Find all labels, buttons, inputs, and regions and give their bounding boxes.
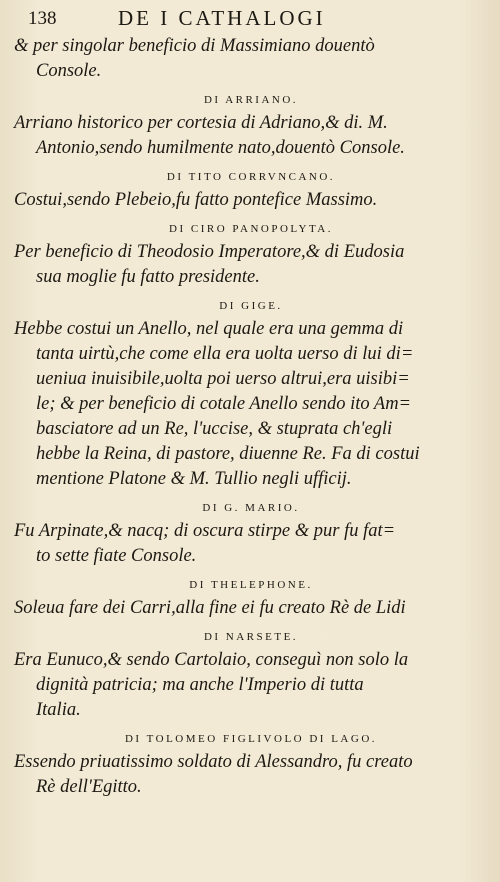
text-line: mentione Platone & M. Tullio negli ufficij. [36,469,352,489]
entry-heading: DI TITO CORRVNCANO. [166,171,336,183]
entry-heading: DI NARSETE. [203,631,299,643]
text-line: le; & per beneficio di cotale Anello sendo ito Am= [36,394,412,414]
text-line: Italia. [36,700,81,720]
entry-ciro-panopolyta [14,222,488,290]
text-line: tanta uirtù,che come ella era uolta uerso di lui di= [36,344,414,364]
text-line: Soleua fare dei Carri,alla fine ei fu creato Rè de Lidi [14,598,406,618]
text-line: Rè dell'Egitto. [36,777,142,797]
text-line: Era Eunuco,& sendo Cartolaio, conseguì non solo la [14,650,409,670]
text-line: Arriano historico per cortesia di Adriano,& di. M. [14,113,388,133]
entry-thelephone [14,578,488,621]
text-line: Per beneficio di Theodosio Imperatore,& di Eudosia [14,242,405,262]
entry-heading: DI TOLOMEO FIGLIVOLO DI LAGO. [124,733,378,745]
text-line: dignità patricia; ma anche l'Imperio di tutta [36,675,364,695]
text-line: sua moglie fu fatto presidente. [36,267,260,287]
text-line: ueniua inuisibile,uolta poi uerso altrui,era uisibi= [36,369,410,389]
entry-narsete [14,630,488,723]
page-header [28,6,480,32]
entry-g-mario [14,501,488,569]
text-line: Fu Arpinate,& nacq; di oscura stirpe & pur fu fat= [14,521,396,541]
entry-heading: DI CIRO PANOPOLYTA. [169,223,333,235]
text-line: hebbe la Reina, di pastore, diuenne Re. Fa di costui [36,444,420,464]
intro-paragraph [14,34,488,84]
entry-tolomeo [14,732,488,800]
entry-arriano [14,93,488,161]
entry-heading: DI ARRIANO. [203,94,299,106]
text-line: Hebbe costui un Anello, nel quale era una gemma di [14,319,404,339]
entry-heading: DI GIGE. [219,300,283,312]
text-line: to sette fiate Console. [36,546,197,566]
page-number: 138 [28,8,57,29]
entry-heading: DI THELEPHONE. [189,579,313,591]
entry-heading: DI G. MARIO. [202,502,300,514]
text-line: & per singolar beneficio di Massimiano douentò [14,36,375,56]
text-line: Costui,sendo Plebeio,fu fatto pontefice Massimo. [14,190,378,210]
text-line: Antonio,sendo humilmente nato,douentò Console. [36,138,405,158]
entry-tito-corruncano [14,170,488,213]
text-line: basciatore ad un Re, l'uccise, & stuprata ch'egli [36,419,393,439]
entry-gige [14,299,488,492]
running-title: DE I CATHALOGI [118,6,326,30]
text-line: Essendo priuatissimo soldato di Alessandro, fu creato [14,752,413,772]
text-line: Console. [36,61,102,81]
page-body [14,34,488,800]
